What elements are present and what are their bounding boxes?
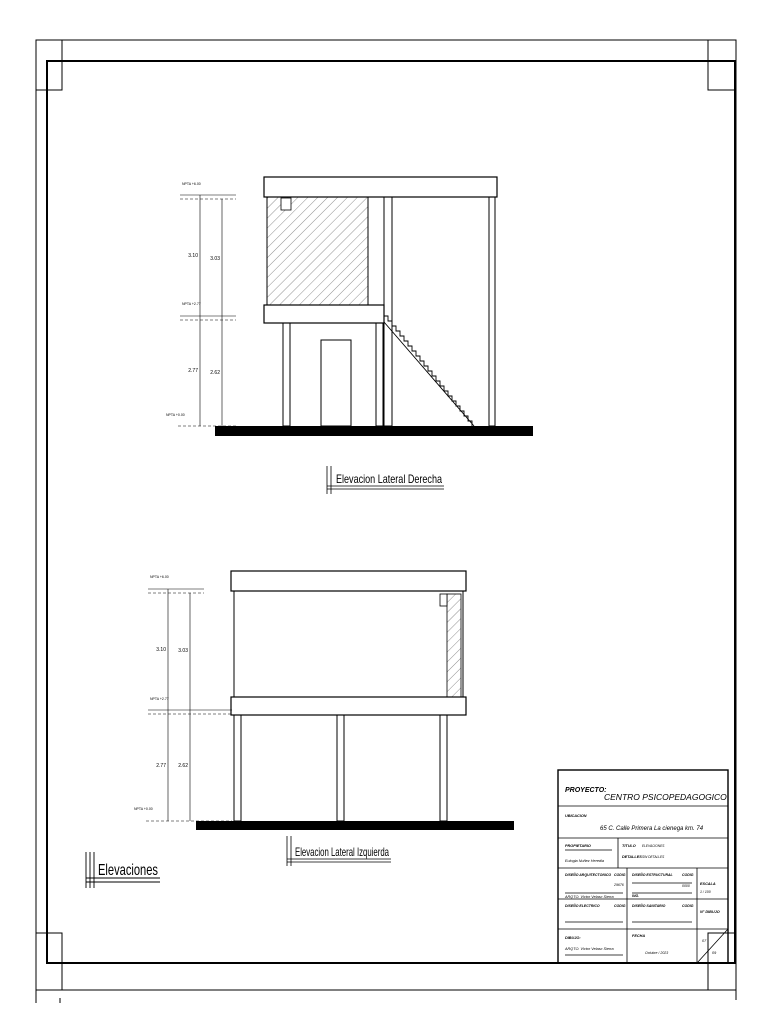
propietario-value: Eulogia Nuñez Heredia <box>565 859 605 863</box>
elevation-right <box>215 177 533 436</box>
electrico-label: DISEÑO ELECTRICO <box>565 904 600 908</box>
arq-label: DISEÑO ARQUITECTONICO <box>565 873 612 877</box>
proyecto-label: PROYECTO: <box>565 787 607 794</box>
elevation-right-title: Elevacion Lateral Derecha <box>336 472 443 486</box>
ing-label: ING. <box>632 894 640 898</box>
detalles-label: DETALLES <box>622 855 642 859</box>
sanitario-codig-label: CODIG <box>682 904 694 908</box>
level-marks-right <box>166 182 201 417</box>
svg-text:NPTA +0.00: NPTA +0.00 <box>134 807 153 811</box>
sanitario-label: DISEÑO SANITARIO <box>632 904 666 908</box>
dim-right-inner-top: 3.03 <box>210 256 220 262</box>
elevation-left <box>196 571 514 830</box>
proyecto-value: CENTRO PSICOPEDAGOGICO <box>604 792 727 802</box>
fecha-label: FECHA <box>632 934 646 938</box>
level-marks-left <box>134 575 169 811</box>
n-dibujo-label: N° DIBUJO <box>700 910 720 914</box>
dibujo-value: ARQTO. Victor Velasc Sierra <box>565 947 614 951</box>
dim-left-outer-top: 3.10 <box>156 647 166 653</box>
arq-code: 29676 <box>614 883 624 887</box>
titulo-label: TITULO <box>622 844 636 848</box>
dim-left-inner-top: 3.03 <box>178 648 188 654</box>
dibujo-label: DIBUJO: <box>565 936 581 940</box>
stair <box>384 316 474 426</box>
svg-text:NPTA +6.00: NPTA +6.00 <box>182 182 201 186</box>
ubicacion-value: 65 C. Calle Primera La cienega km. 74 <box>600 826 704 832</box>
dimensions-left <box>146 589 232 821</box>
dim-left-inner-bottom: 2.62 <box>178 763 188 769</box>
dimensions-right <box>178 195 236 426</box>
fecha-value: Octubre / 2023 <box>645 951 669 955</box>
arq-codig-label: CODIG <box>614 873 626 877</box>
escala-label: ESCALA <box>700 882 716 886</box>
estructural-code: 0000 <box>682 884 690 888</box>
svg-text:NPTA +2.77: NPTA +2.77 <box>150 697 169 701</box>
estructural-codig-label: CODIG <box>682 873 694 877</box>
dim-right-inner-bottom: 2.62 <box>210 370 220 376</box>
sheet-total: 09 <box>712 951 717 955</box>
ubicacion-label: UBICACION <box>565 814 587 818</box>
electrico-codig-label: CODIG <box>614 904 626 908</box>
dim-left-outer-bottom: 2.77 <box>156 763 166 769</box>
propietario-label: PROPIETARIO <box>565 844 591 848</box>
sheet-title: Elevaciones <box>98 862 158 879</box>
svg-text:NPTA +0.00: NPTA +0.00 <box>166 413 185 417</box>
svg-text:NPTA +6.00: NPTA +6.00 <box>150 575 169 579</box>
detalles-value: SIN DETALLES <box>642 855 665 859</box>
titulo-value: ELEVACIONES <box>642 844 665 848</box>
svg-text:NPTA +2.77: NPTA +2.77 <box>182 302 201 306</box>
dim-right-outer-bottom: 2.77 <box>188 368 198 374</box>
sheet-num: 07 <box>702 939 707 943</box>
estructural-label: DISEÑO ESTRUCTURAL <box>632 873 673 877</box>
dim-right-outer-top: 3.10 <box>188 253 198 259</box>
arq-value: ARQTO. Victor Velasc Sierra <box>565 895 614 899</box>
escala-value: 1 / 100 <box>700 890 711 894</box>
elevation-left-title: Elevacion Lateral Izquierda <box>295 845 390 859</box>
